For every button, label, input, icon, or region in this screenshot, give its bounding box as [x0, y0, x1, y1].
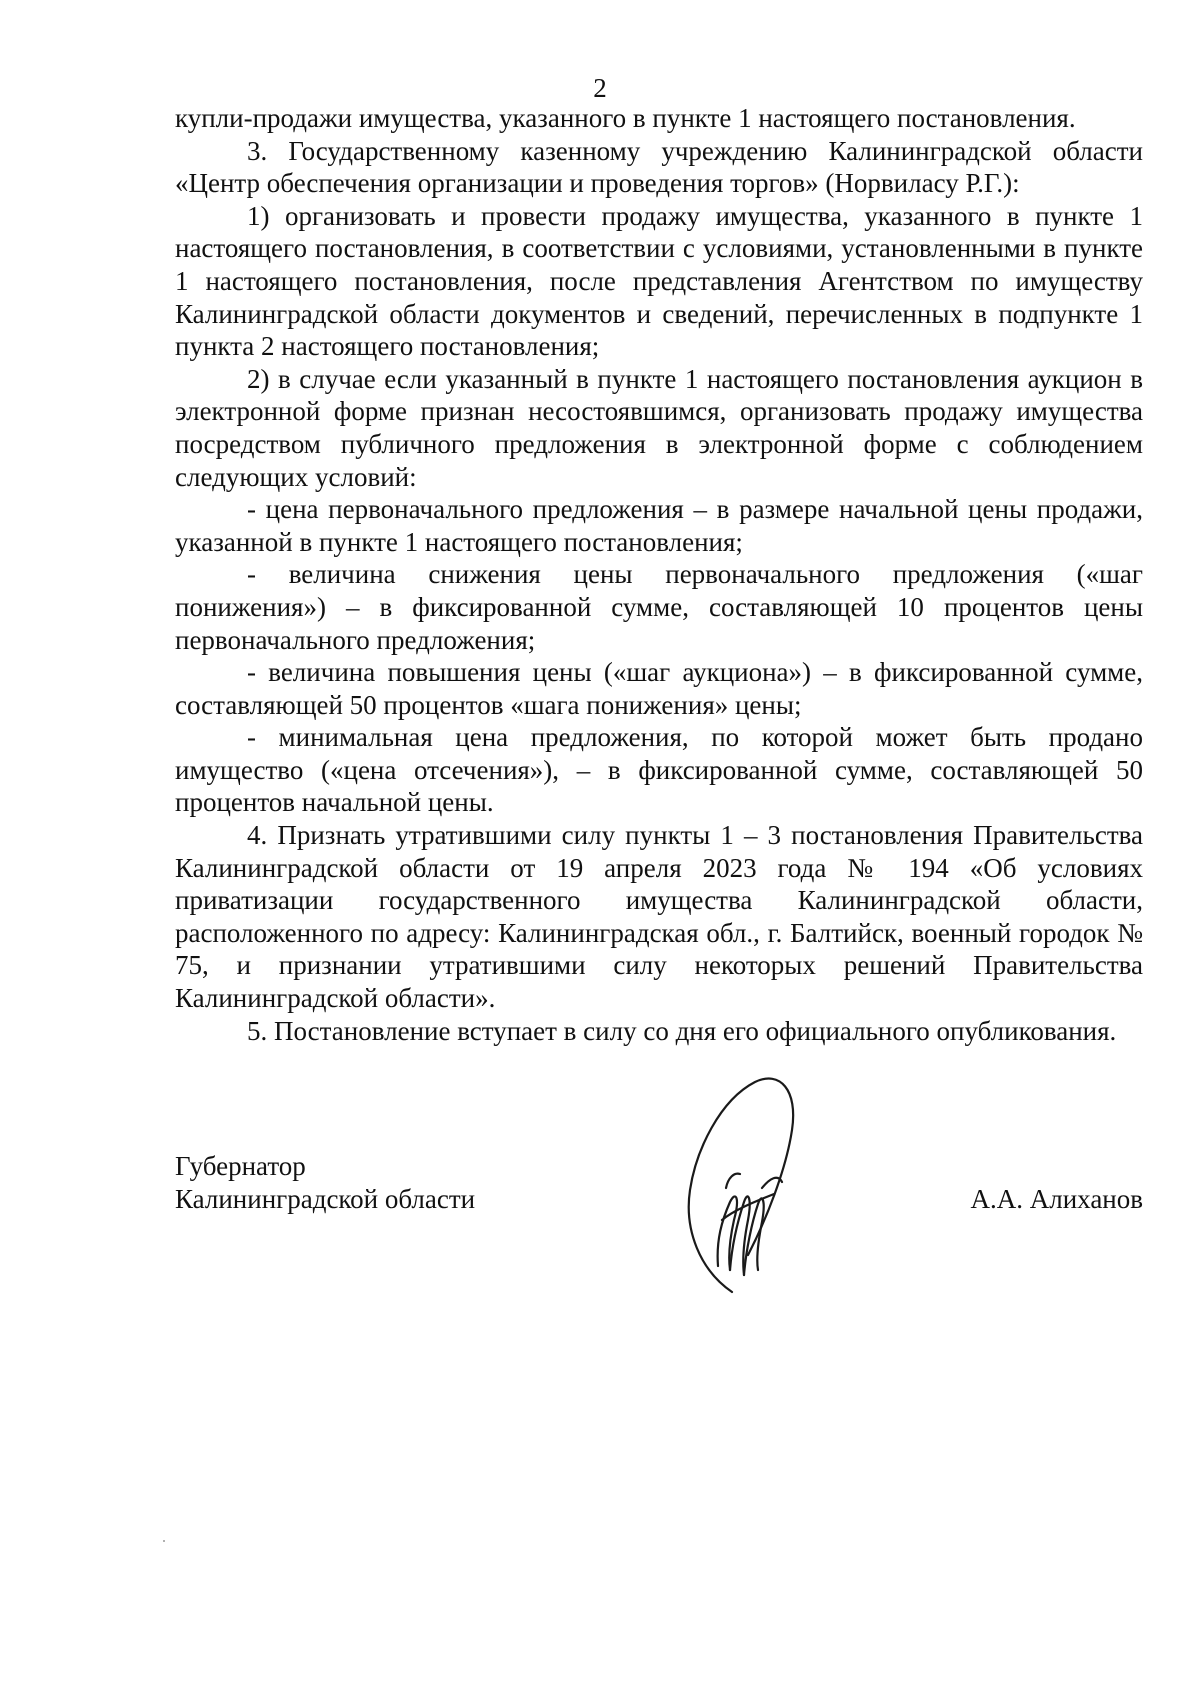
- paragraph-item-4: 4. Признать утратившими силу пункты 1 – 3 постановления Правительства Калининградской области от 19 апреля 2023 года № 194 «Об условиях приватизации государственного имущества Калининградской области, расположенного по адресу: Калининградская обл., г. Балтийск, военный городок № 75, и признании утратившими силу некоторых решений Правительства Калининградской области».: [175, 820, 1143, 1014]
- signatory-title-line1: Губернатор: [175, 1151, 306, 1181]
- paragraph-condition-initial-price: - цена первоначального предложения – в размере начальной цены продажи, указанной в пункте 1 настоящего постановления;: [175, 494, 1143, 557]
- signature-block: [175, 1150, 1143, 1320]
- paragraph-condition-auction-step: - величина повышения цены («шаг аукциона») – в фиксированной сумме, составляющей 50 процентов «шага понижения» цены;: [175, 657, 1143, 720]
- paragraph-continuation: купли-продажи имущества, указанного в пункте 1 настоящего постановления.: [175, 103, 1076, 133]
- paragraph-condition-cutoff-price: - минимальная цена предложения, по которой может быть продано имущество («цена отсечения»), – в фиксированной сумме, составляющей 50 процентов начальной цены.: [175, 722, 1143, 818]
- paragraph-subitem-2: 2) в случае если указанный в пункте 1 настоящего постановления аукцион в электронной форме признан несостоявшимся, организовать продажу имущества посредством публичного предложения в электронной форме с соблюдением следующих условий:: [175, 363, 1143, 492]
- signatory-name: А.А. Алиханов: [970, 1183, 1143, 1214]
- document-body: [175, 102, 1143, 1047]
- paragraph-condition-reduction-step: - величина снижения цены первоначального предложения («шаг понижения») – в фиксированной сумме, составляющей 10 процентов цены первоначального предложения;: [175, 559, 1143, 655]
- scan-speck: [163, 1540, 165, 1542]
- handwritten-signature: [670, 1070, 810, 1300]
- paragraph-item-5: 5. Постановление вступает в силу со дня его официального опубликования.: [247, 1015, 1117, 1046]
- page-number: 2: [593, 73, 607, 103]
- paragraph-item-3: 3. Государственному казенному учреждению Калининградской области «Центр обеспечения организации и проведения торгов» (Норвиласу Р.Г.):: [175, 135, 1143, 199]
- signatory-title: [175, 1150, 475, 1215]
- paragraph-subitem-1: 1) организовать и провести продажу имущества, указанного в пункте 1 настоящего постановления, в соответствии с условиями, установленными в пункте 1 настоящего постановления, после представления Агентством по имуществу Калининградской области документов и сведений, перечисленных в подпункте 1 пункта 2 настоящего постановления;: [175, 200, 1143, 362]
- signatory-title-line2: Калининградской области: [175, 1183, 476, 1214]
